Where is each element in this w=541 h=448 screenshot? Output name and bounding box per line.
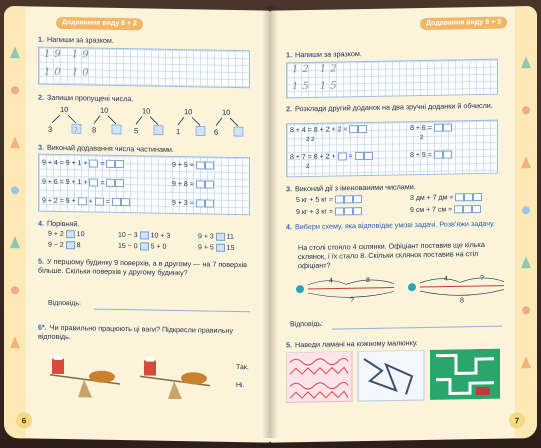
decomp-left-1: 3 (48, 124, 53, 134)
right-task-2 (286, 101, 506, 114)
named-numbers-row-1a: 5 кг + 5 кг = (296, 195, 362, 204)
decomp-top-1: 10 (60, 104, 69, 115)
decompose-row-3: 8 + 7 = 8 + 2 + = (290, 152, 373, 161)
task-number: 4. (38, 218, 44, 228)
task-text: Запиши пропущені числа. (47, 92, 134, 104)
answer-box[interactable] (196, 126, 205, 135)
task-text: Напиши за зразком. (295, 49, 362, 60)
left-task-1 (38, 35, 114, 45)
right-task-3 (286, 182, 416, 193)
decomp-left-3: 5 (134, 126, 139, 136)
tree-decoration (10, 46, 20, 58)
named-numbers-row-1b: 3 дм + 7 дм = (410, 193, 482, 202)
left-task-6 (38, 323, 254, 345)
right-task-1 (286, 49, 362, 59)
partial-sum-row-2: 9 + 6 = 9 + 1 + = (42, 178, 124, 187)
task-text: Наведи ламані на кожному малюнку. (295, 338, 418, 350)
left-task-2 (38, 93, 133, 104)
sum-row-b1: 9 + 5 = (172, 161, 214, 170)
sum-row-b3: 9 + 3 = (172, 199, 214, 208)
answer-box[interactable] (112, 125, 121, 134)
decomp-top-3: 10 (142, 106, 151, 116)
scales-illustration (40, 349, 240, 408)
compare-row-1-col-1: 9 + 2 10 (48, 230, 85, 239)
decomp-right-1: 7 (74, 127, 78, 135)
compare-row-2-col-2: 15 − 0 5 + 0 (118, 242, 167, 251)
sample-number-row-2: 10 10 (44, 66, 93, 79)
task-number: 5. (286, 340, 292, 350)
compare-row-2-col-3: 9 + 5 15 (198, 244, 235, 252)
dot-decoration (11, 86, 19, 94)
task-number: 3. (38, 142, 44, 152)
named-numbers-row-2b: 9 см + 7 см = (410, 205, 481, 214)
task-number: 6*. (38, 322, 47, 332)
sample-number-row-2: 15 15 (292, 80, 341, 93)
task-text: Виконай дії з іменованими числами. (295, 182, 416, 194)
named-numbers-row-2a: 9 кг + 3 кг = (296, 207, 362, 216)
decomp-top-4: 10 (184, 107, 193, 117)
compare-row-1-col-2: 10 − 3 10 + 3 (118, 231, 171, 240)
decompose-row-4: 8 + 9 = (410, 150, 452, 159)
left-page (4, 6, 270, 443)
task-number: 2. (38, 92, 44, 102)
answer-yes[interactable]: Так. (236, 364, 249, 372)
decompose-row-1: 8 + 4 = 8 + 2 + 2 = (290, 125, 367, 134)
tree-decoration (10, 336, 20, 348)
task-text: Чи правильно працюють ці ваги? Підкресли правильну відповідь. (38, 322, 234, 342)
answer-line[interactable] (94, 309, 250, 313)
decomp-top-2: 10 (100, 105, 109, 115)
dot-decoration (11, 186, 19, 194)
tree-decoration (521, 56, 531, 68)
workbook-spread (4, 6, 537, 438)
scheme-1 (296, 276, 394, 305)
left-decorative-margin (4, 6, 26, 438)
task-number: 1. (286, 50, 292, 60)
decompose-sub-1: 2 2 (306, 136, 315, 144)
decomp-left-5: 6 (214, 127, 219, 137)
scale-right (140, 356, 210, 399)
partial-sum-row-3: 9 + 2 = 9 + + = (42, 197, 130, 207)
decompose-row-2: 8 + 6 = (410, 123, 452, 132)
decomp-left-2: 8 (92, 125, 97, 135)
sample-number-row-1: 12 12 (292, 63, 341, 76)
answer-line[interactable] (332, 326, 502, 330)
word-problem-text: На столі стояло 4 склянки. Офіціант поставив ще кілька склянок, і їх стало 8. Скільки склянок поставив на стіл офіціант? (298, 239, 485, 271)
decomp-top-5: 10 (222, 107, 231, 117)
number-decomposition-diagram (38, 103, 258, 139)
decomp-left-4: 1 (176, 127, 181, 137)
dot-decoration (11, 286, 19, 294)
right-task-5 (286, 338, 418, 349)
left-header-tab: Додавання виду 8 + 2 (56, 17, 143, 31)
tree-decoration (521, 356, 531, 368)
left-task-4 (38, 219, 79, 229)
task-text: У першому будинку 9 поверхів, а в другому — на 7 поверхів більше. Скільки поверхів у другому будинку? (38, 256, 247, 278)
answer-label: Відповідь: (48, 299, 81, 308)
task-number: 1. (38, 34, 44, 44)
task-number: 5. (38, 256, 44, 266)
task-number: 4. (286, 222, 292, 232)
task-text: Виконай додавання числа частинами. (47, 142, 174, 154)
left-task-5 (38, 257, 254, 279)
polyline-pictures[interactable] (286, 349, 502, 407)
partial-sum-row-1: 9 + 4 = 9 + 1 + = (42, 159, 124, 168)
page-number-left: 6 (16, 412, 32, 428)
sample-number-row-1: 19 19 (44, 48, 93, 61)
sum-row-b2: 9 + 8 = (172, 180, 214, 189)
answer-label: Відповідь: (290, 320, 323, 329)
answer-box[interactable] (234, 127, 243, 136)
tree-decoration (10, 136, 20, 148)
answer-no[interactable]: Ні. (236, 382, 245, 390)
task-text: Порівняй. (47, 218, 80, 229)
svg-text:8: 8 (366, 276, 370, 284)
svg-text:4: 4 (329, 277, 333, 285)
task-text: Розклади другий доданок на два зручні доданки й обчисли. (295, 100, 493, 114)
right-header-tab: Додавання виду 8 + 3 (420, 17, 507, 31)
left-task-3 (38, 143, 174, 154)
problem-schemes (294, 269, 514, 313)
compare-row-1-col-3: 9 + 3 11 (198, 233, 234, 241)
scheme-2 (408, 275, 504, 306)
right-task-4 (286, 219, 508, 232)
tree-decoration (521, 256, 531, 268)
svg-text:?: ? (480, 274, 484, 282)
svg-text:4: 4 (444, 275, 448, 283)
task-number: 3. (286, 184, 292, 194)
answer-box[interactable] (154, 126, 163, 135)
task-text: Напиши за зразком. (47, 34, 114, 45)
task-number: 2. (286, 104, 292, 114)
tree-decoration (521, 156, 531, 168)
svg-text:8: 8 (460, 297, 464, 305)
decompose-sub-2: 2 (420, 134, 424, 142)
task-text: Вибери схему, яка відповідає умові задачі. Розв'яжи задачу. (295, 218, 495, 232)
compare-row-2-col-1: 9 − 2 8 (48, 241, 81, 250)
right-page (270, 6, 537, 443)
right-decorative-margin (515, 6, 537, 438)
svg-text:?: ? (350, 297, 354, 305)
tree-decoration (10, 236, 20, 248)
page-number-right: 7 (509, 412, 525, 428)
scale-left (50, 355, 120, 398)
decompose-sub-3: 2 (306, 163, 310, 171)
